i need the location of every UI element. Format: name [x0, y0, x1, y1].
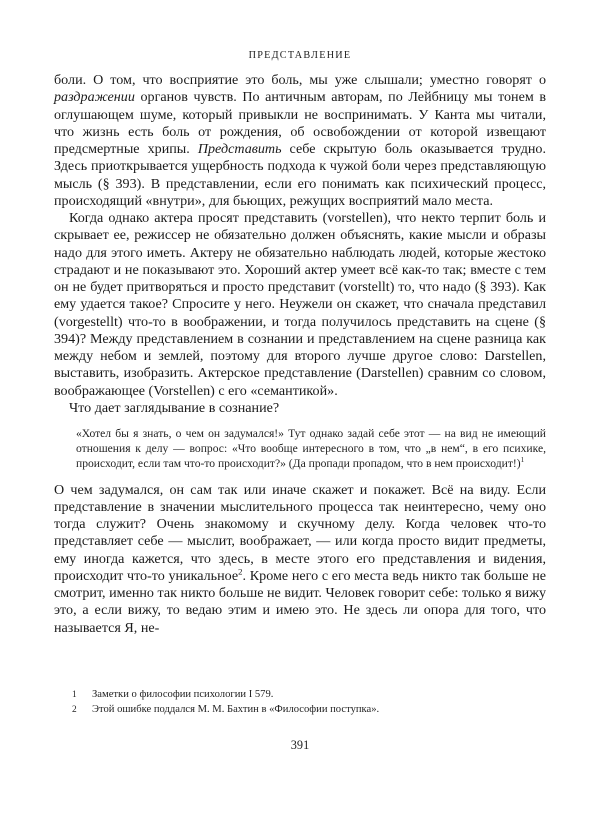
footnote-number: 1 — [72, 690, 77, 700]
quote-spacer-bottom — [54, 472, 546, 482]
paragraph-1-part-a: боли. О том, что восприятие это боль, мы уже слышали; уместно говорят о — [54, 72, 546, 88]
footnote-ref-1: 1 — [520, 456, 525, 465]
footnote-item — [54, 703, 546, 718]
blockquote — [54, 426, 546, 472]
emphasis-predstavit: Представить — [197, 141, 282, 157]
emphasis-razdrazhenii: раздражении — [54, 89, 135, 106]
footnote-text: Этой ошибке поддался М. М. Бахтин в «Философии поступка». — [92, 703, 380, 715]
body-text-block — [54, 72, 546, 637]
footnote-item — [54, 688, 546, 703]
paragraph-1 — [54, 72, 546, 210]
paragraph-1-part-c: себе скрытую боль оказывается трудно. Здесь приоткрывается ущербность подхода к чужой боли через представляющую мысль (§ 393). В представлении, если его понимать как психический процесс, происходящий «внутри», для бьющих, режущих восприятий мало места. — [54, 141, 547, 209]
paragraph-1-part-b: органов чувств. По античным авторам, по Лейбницу мы тонем в оглушающем шуме, который привыкли не воспринимать. У Канта мы читали, что жизнь есть боль от рождения, об освобождении от которой извещают предсмертные хрипы. — [54, 89, 546, 157]
paragraph-4-part-a: О чем задумался, он сам так или иначе скажет и покажет. Всё на виду. Если представление в значении мыслительного процесса так неинтересно, чему оно тогда служит? Очень знакомому и скучному делу. Когда человек что-то представляет себе — мыслит, воображает, — или когда просто видит предметы, ему иногда кажется, что здесь, в месте этого его представления и видения, происходит что-то уникальное — [54, 481, 546, 584]
footnote-ref-2: 2 — [238, 566, 243, 577]
blockquote-text: «Хотел бы я знать, о чем он задумался!» Тут однако задай себе этот — на вид не имеющий отношения к делу — вопрос: «Что вообще интересного в том, что „в нем“, в его психике, происходит, если там что-то происходит?» (Да пропади пропадом, что в нем происходит!) — [76, 427, 546, 471]
paragraph-2: Когда однако актера просят представить (vorstellen), что некто терпит боль и скрывает ее, режиссер не обязательно должен объяснять, какие мысли и образы надо для этого иметь. Актеру не обязательно наблюдать людей, которые жестоко страдают и не показывают это. Хороший актер умеет всё как-то так; вместе с тем он не будет притворяться и просто представит (vorstellt) то, что надо (§ 393). Как ему удается такое? Спросите у него. Неужели он скажет, что сначала представил (vorgestellt) что-то в воображении, и тогда получилось представить на сцене (§ 394)? Между представлением в сознании и представлением на сцене разница как между небом и землей, поэтому для второго лучше другое слово: Darstellen, выставить, изобразить. Актерское представление (Darstellen) сравним со словом, воображающее (Vorstellen) с его «семантикой». — [54, 210, 546, 399]
footnote-number: 2 — [72, 704, 77, 715]
footnote-text: Заметки о философии психологии I 579. — [92, 689, 274, 700]
paragraph-3: Что дает заглядывание в сознание? — [69, 399, 280, 416]
paragraph-4 — [54, 482, 546, 637]
running-head: ПРЕДСТАВЛЕНИЕ — [248, 50, 352, 61]
footnotes-section — [54, 688, 546, 717]
quote-spacer-top — [54, 417, 546, 426]
page-number: 391 — [290, 738, 310, 752]
paragraph-4-part-b: . Кроме него с его места ведь никто так больше не смотрит, именно так никто больше не видит. Человек говорит себе: только я вижу это, а если вижу, то ведаю этим и имею это. Не здесь ли опора для того, что называется Я, не- — [54, 567, 546, 636]
